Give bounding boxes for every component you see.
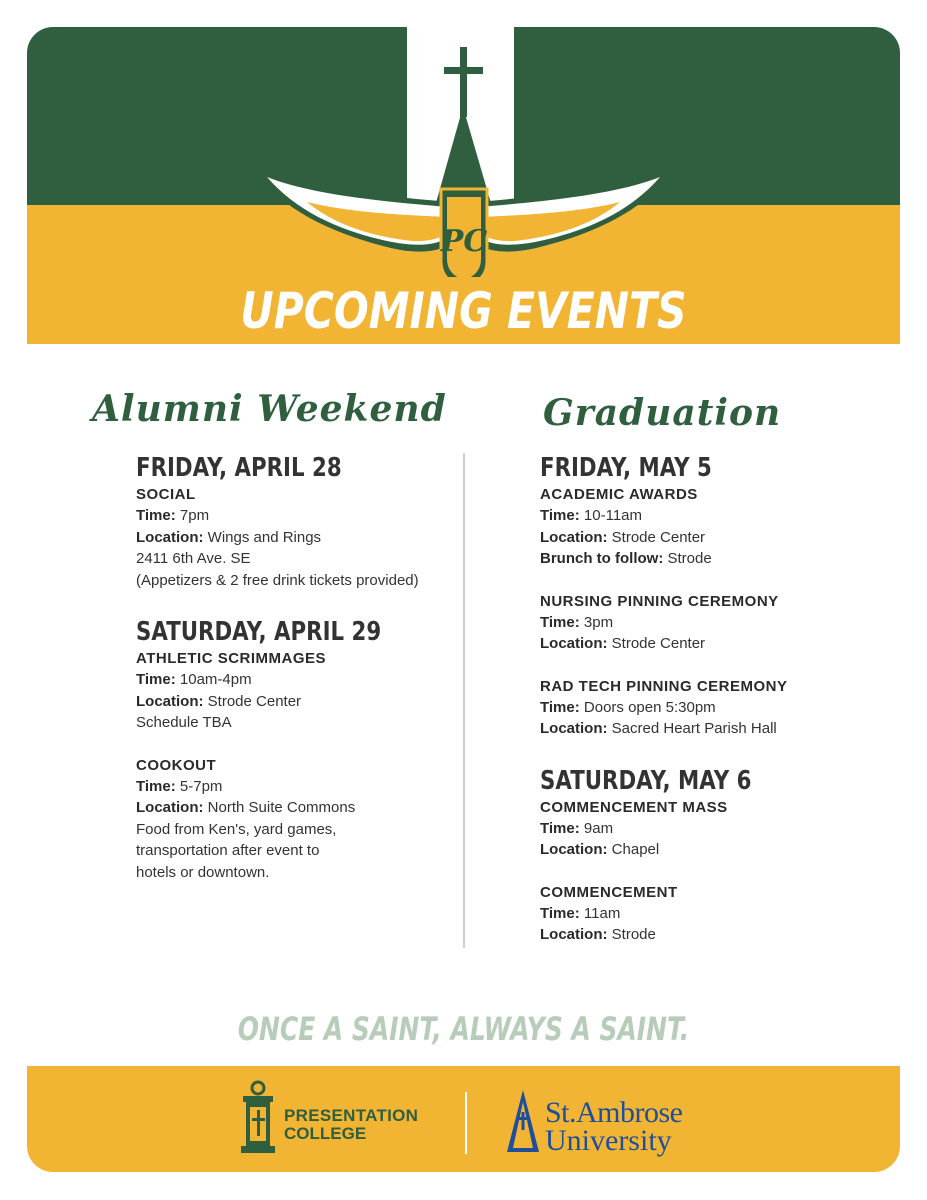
event-line: Time: 10am-4pm — [136, 671, 252, 688]
presentation-college-subname: COLLEGE — [284, 1124, 367, 1143]
event-line: Location: Wings and Rings — [136, 528, 322, 546]
page-title: UPCOMING EVENTS — [240, 282, 687, 340]
footer-banner — [27, 1066, 900, 1172]
alumni-weekend-heading: Alumni Weekend — [92, 388, 447, 430]
day-heading: SATURDAY, MAY 6 — [540, 765, 752, 796]
event-line: Location: Strode Center — [540, 635, 706, 652]
event-line: Schedule TBA — [136, 714, 232, 731]
logo-pc-text: PC — [440, 224, 488, 259]
graduation-column — [540, 452, 880, 946]
event-title: ATHLETIC SCRIMMAGES — [136, 650, 327, 667]
event-line: Location: Chapel — [540, 841, 660, 858]
slogan: ONCE A SAINT, ALWAYS A SAINT. — [237, 1010, 690, 1048]
day-heading: SATURDAY, APRIL 29 — [136, 617, 382, 647]
presentation-college-name: PRESENTATION — [284, 1106, 419, 1125]
event-line: (Appetizers & 2 free drink tickets provided) — [136, 571, 419, 589]
event-line: transportation after event to — [136, 842, 320, 859]
lantern-icon — [237, 1080, 279, 1160]
event-line: hotels or downtown. — [136, 863, 270, 881]
event-line: Location: Strode Center — [540, 528, 706, 546]
day-heading: FRIDAY, MAY 5 — [540, 453, 712, 483]
header-banner — [27, 27, 900, 344]
event-line: Time: 10-11am — [540, 507, 642, 524]
event-line: Time: Doors open 5:30pm — [540, 698, 716, 716]
event-title: COMMENCEMENT MASS — [540, 798, 728, 816]
event-line: Food from Ken's, yard games, — [136, 820, 337, 838]
st-ambrose-subname: University — [545, 1124, 672, 1157]
event-title: RAD TECH PINNING CEREMONY — [540, 677, 788, 695]
event-line: Time: 11am — [540, 904, 621, 922]
day-heading: FRIDAY, APRIL 28 — [136, 453, 342, 483]
graduation-heading: Graduation — [543, 392, 782, 434]
wings-steeple-logo — [237, 37, 697, 277]
event-line: Time: 9am — [540, 819, 614, 837]
event-title: COOKOUT — [136, 756, 217, 774]
event-line: Location: Strode Center — [136, 692, 302, 710]
event-line: 2411 6th Ave. SE — [136, 550, 251, 567]
column-divider — [463, 453, 465, 948]
event-title: SOCIAL — [136, 486, 196, 503]
event-line: Time: 3pm — [540, 613, 614, 631]
event-title: COMMENCEMENT — [540, 883, 678, 901]
footer-divider — [465, 1092, 467, 1154]
event-line: Time: 7pm — [136, 507, 210, 524]
event-line: Time: 5-7pm — [136, 777, 223, 795]
event-line: Location: North Suite Commons — [136, 799, 356, 816]
st-ambrose-steeple-icon — [503, 1086, 543, 1156]
alumni-column — [136, 452, 456, 883]
event-line: Brunch to follow: Strode — [540, 550, 712, 567]
event-title: NURSING PINNING CEREMONY — [540, 592, 779, 610]
event-title: ACADEMIC AWARDS — [540, 486, 698, 503]
event-line: Location: Strode — [540, 926, 656, 943]
event-line: Location: Sacred Heart Parish Hall — [540, 720, 777, 737]
st-ambrose-name: St.Ambrose — [545, 1096, 683, 1129]
